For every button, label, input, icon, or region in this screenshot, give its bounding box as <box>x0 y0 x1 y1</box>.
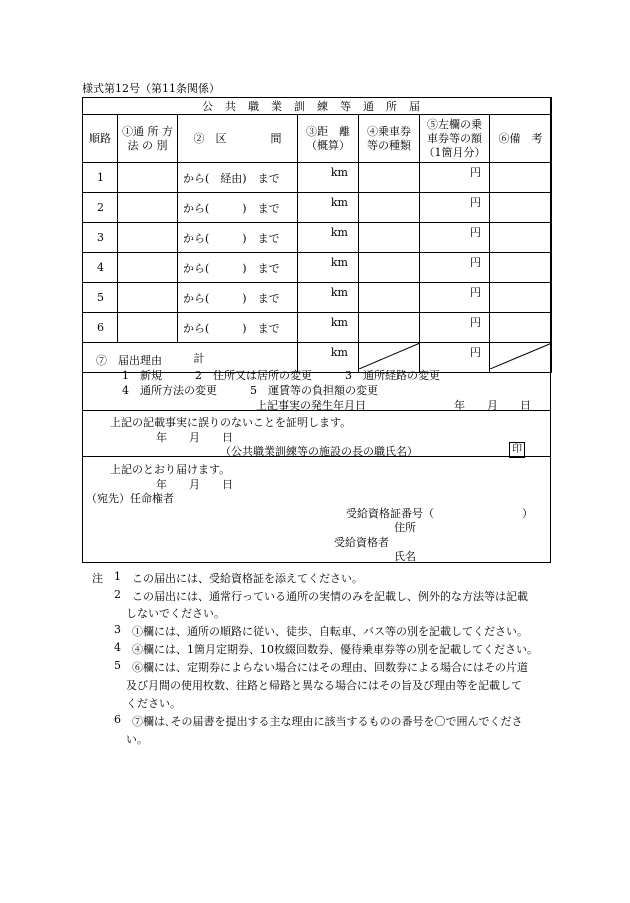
note-text: この届出には、通常行っている通所の実情のみを記載し、例外的な方法等は記載 <box>132 590 528 603</box>
remarks-cell[interactable] <box>490 313 552 343</box>
fare-header: ⑤左欄の乗 車券等の額 （1箇月分） <box>420 115 490 163</box>
reason-options-line2[interactable]: 4 通所方法の変更 5 運賃等の負担額の変更 <box>122 384 378 397</box>
method-cell[interactable] <box>118 163 178 193</box>
method-cell[interactable] <box>118 223 178 253</box>
note-text: ⑥欄には、定期券によらない場合にはその理由、回数券による場合にはその片道 <box>132 661 528 674</box>
remarks-cell[interactable] <box>490 193 552 223</box>
note-text: ①欄には、通所の順路に従い、徒歩、自転車、バス等の別を記載してください。 <box>132 625 528 638</box>
row-number: 2 <box>83 193 118 223</box>
note-text: この届出には、受給資格証を添えてください。 <box>132 572 363 585</box>
fare-cell[interactable]: 円 <box>420 253 490 283</box>
fare-cell[interactable]: 円 <box>420 193 490 223</box>
reason-heading: ⑦ 届出理由 <box>96 354 162 367</box>
ticket-cell[interactable] <box>359 223 420 253</box>
address-label: 住所 <box>394 521 416 534</box>
note-text: しないでください。 <box>126 607 225 620</box>
form-label: 様式第12号（第11条関係） <box>82 82 220 95</box>
note-text: ④欄には、1箇月定期券、10枚綴回数券、優待乗車券等の別を記載してください。 <box>132 643 538 656</box>
note-number: 4 <box>114 641 121 654</box>
note-number: 6 <box>114 713 121 726</box>
total-distance-cell[interactable]: km <box>298 343 359 373</box>
facility-head-title: （公共職業訓練等の施設の長の職氏名） <box>220 445 418 458</box>
ticket-cell[interactable] <box>359 283 420 313</box>
note-text: ください。 <box>126 697 181 710</box>
certify-statement: 上記の記載事実に誤りのないことを証明します。 <box>110 416 352 429</box>
submit-date[interactable]: 年 月 日 <box>156 478 233 491</box>
table-row <box>83 163 552 193</box>
remarks-cell[interactable] <box>490 163 552 193</box>
submit-statement: 上記のとおり届けます。 <box>110 463 231 476</box>
table-header <box>83 115 552 163</box>
total-fare-cell[interactable]: 円 <box>420 343 490 373</box>
certify-date[interactable]: 年 月 日 <box>156 431 233 444</box>
distance-cell[interactable]: km <box>298 163 359 193</box>
ticket-cell[interactable] <box>359 253 420 283</box>
table-row <box>83 223 552 253</box>
table-row <box>83 283 552 313</box>
method-cell[interactable] <box>118 253 178 283</box>
diagonal-line <box>490 343 552 369</box>
section-cell[interactable]: から( ) まで <box>178 313 298 343</box>
remarks-cell[interactable] <box>490 223 552 253</box>
fare-cell[interactable]: 円 <box>420 313 490 343</box>
ticket-cell[interactable] <box>359 193 420 223</box>
note-number: 1 <box>114 570 121 583</box>
note-number: 2 <box>114 588 121 601</box>
remarks-header: ⑥備 考 <box>490 115 552 163</box>
table-row <box>83 193 552 223</box>
distance-cell[interactable]: km <box>298 223 359 253</box>
fare-cell[interactable]: 円 <box>420 283 490 313</box>
ticket-cell[interactable] <box>359 313 420 343</box>
section-cell[interactable]: から( ) まで <box>178 253 298 283</box>
name-label: 氏名 <box>394 550 416 563</box>
distance-cell[interactable]: km <box>298 313 359 343</box>
fare-cell[interactable]: 円 <box>420 163 490 193</box>
recipient-label: 受給資格者 <box>334 536 389 549</box>
distance-cell[interactable]: km <box>298 283 359 313</box>
row-number: 1 <box>83 163 118 193</box>
distance-cell[interactable]: km <box>298 193 359 223</box>
remarks-cell[interactable] <box>490 253 552 283</box>
section-cell[interactable]: から( ) まで <box>178 223 298 253</box>
section-cell[interactable]: から( ) まで <box>178 193 298 223</box>
fare-cell[interactable]: 円 <box>420 223 490 253</box>
table-row <box>83 253 552 283</box>
ticket-header: ④乗車券 等の種類 <box>359 115 420 163</box>
row-number: 4 <box>83 253 118 283</box>
remarks-cell[interactable] <box>490 283 552 313</box>
method-cell[interactable] <box>118 193 178 223</box>
form-title: 公共職業訓練等通所届 <box>83 98 552 115</box>
distance-cell[interactable]: km <box>298 253 359 283</box>
table-row <box>83 313 552 343</box>
divider <box>82 410 551 411</box>
row-number: 3 <box>83 223 118 253</box>
section-header: ② 区 間 <box>178 115 298 163</box>
total-label: 計 <box>83 343 298 373</box>
note-text: い。 <box>126 733 148 746</box>
reason-options-line1[interactable]: 1 新規 2 住所又は居所の変更 3 通所経路の変更 <box>122 369 440 382</box>
section-cell[interactable]: から( 経由) まで <box>178 163 298 193</box>
note-number: 5 <box>114 659 121 672</box>
method-cell[interactable] <box>118 283 178 313</box>
note-text: 及び月間の使用枚数、往路と帰路と異なる場合にはその旨及び理由等を記載して <box>126 679 522 692</box>
section-cell[interactable]: から( ) まで <box>178 283 298 313</box>
distance-header: ③距 離 （概算） <box>298 115 359 163</box>
seal-mark: 印 <box>509 442 525 458</box>
row-number: 6 <box>83 313 118 343</box>
notes-prefix: 注 <box>92 572 103 585</box>
cert-number-field[interactable]: 受給資格証番号（ ） <box>346 507 533 520</box>
note-number: 3 <box>114 623 121 636</box>
addressee: （宛先）任命権者 <box>86 492 174 505</box>
fact-date[interactable]: 上記事実の発生年月日 年 月 日 <box>256 399 531 412</box>
row-number: 5 <box>83 283 118 313</box>
order-header: 順路 <box>83 115 118 163</box>
note-text: ⑦欄は､その届書を提出する主な理由に該当するものの番号を〇で囲んでくださ <box>132 715 523 728</box>
method-header: ①通 所 方 法 の 別 <box>118 115 178 163</box>
diagonal-line <box>359 343 420 369</box>
ticket-cell[interactable] <box>359 163 420 193</box>
method-cell[interactable] <box>118 313 178 343</box>
divider <box>82 456 551 457</box>
route-table <box>82 97 552 373</box>
diagonal-cell <box>490 343 552 373</box>
